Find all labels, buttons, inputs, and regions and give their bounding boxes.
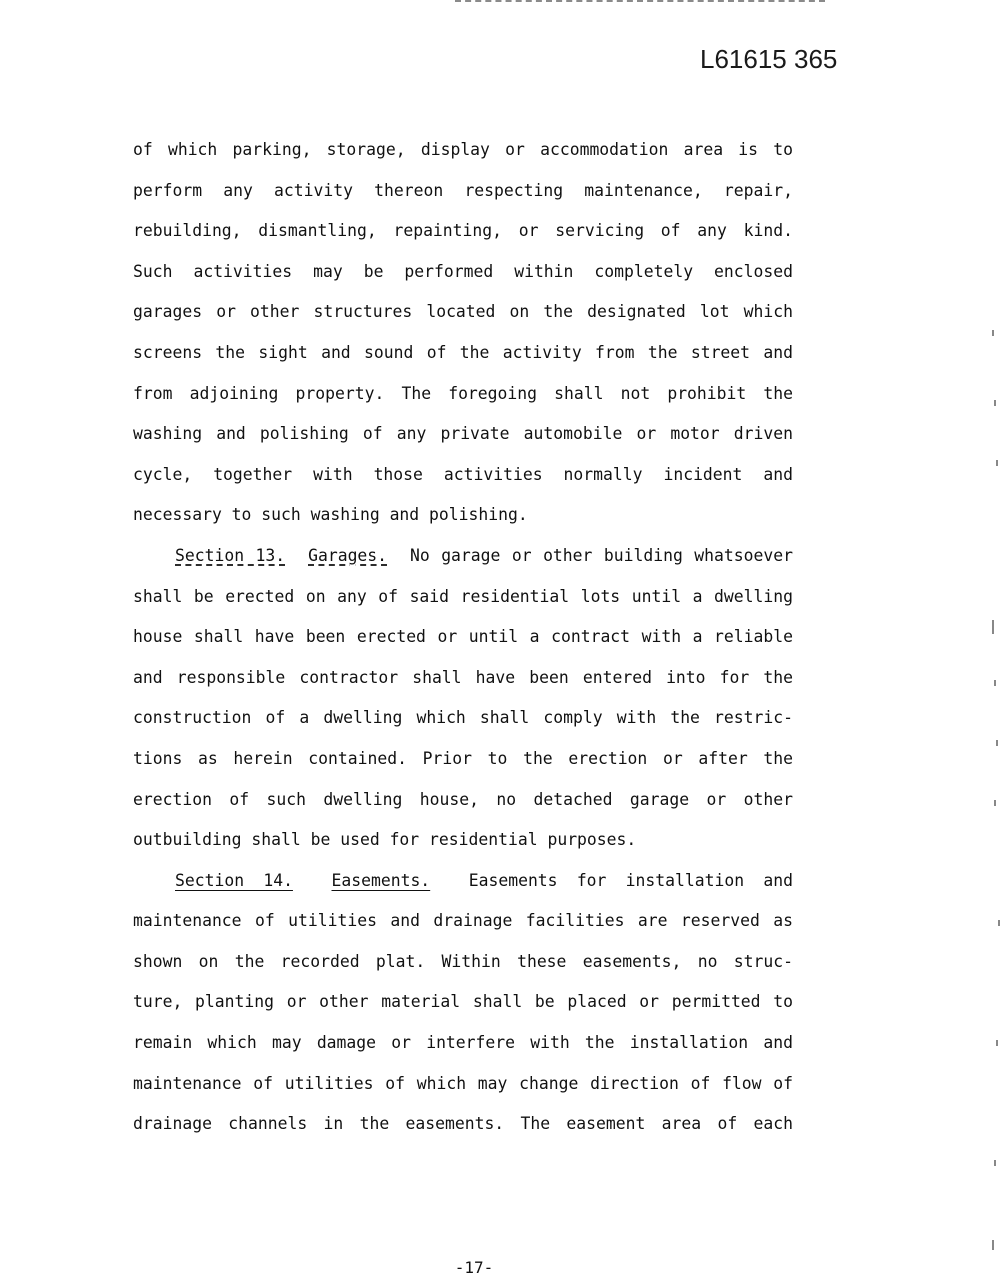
scan-speck — [994, 400, 996, 406]
text-line: remain which may damage or interfere with the installation and — [133, 1033, 793, 1053]
text-line: shown on the recorded plat. Within these easements, no struc- — [133, 951, 793, 971]
text-line: rebuilding, dismantling, repainting, or servicing of any kind. — [133, 221, 793, 241]
text-line-rest: Easements for installation and — [468, 870, 793, 890]
scan-speck — [994, 800, 996, 806]
text-line: erection of such dwelling house, no detached garage or other — [133, 789, 793, 809]
text-line: drainage channels in the easements. The easement area of each — [133, 1114, 793, 1134]
section-13-paragraph — [133, 536, 793, 861]
text-line: and responsible contractor shall have been entered into for the — [133, 667, 793, 687]
text-line: cycle, together with those activities normally incident and — [133, 464, 793, 484]
text-line: house shall have been erected or until a contract with a reliable — [133, 627, 793, 647]
section-label: Section 13. — [175, 545, 286, 565]
text-line: perform any activity thereon respecting maintenance, repair, — [133, 180, 793, 200]
section-heading-line — [133, 536, 793, 577]
text-line: Such activities may be performed within completely enclosed — [133, 261, 793, 281]
section-label: Section 14. — [175, 870, 293, 890]
book-page-reference: L61615 365 — [700, 44, 838, 74]
text-line-rest: No garage or other building whatsoever — [409, 545, 793, 565]
text-line: from adjoining property. The foregoing shall not prohibit the — [133, 383, 793, 403]
scan-speck — [996, 740, 998, 746]
scan-speck — [994, 680, 996, 686]
scan-speck — [992, 330, 994, 336]
text-line: maintenance of utilities of which may change direction of flow of — [133, 1073, 793, 1093]
text-line: maintenance of utilities and drainage facilities are reserved as — [133, 911, 793, 931]
section-title: Easements. — [331, 870, 431, 890]
scan-speck — [996, 1040, 998, 1046]
text-line: screens the sight and sound of the activity from the street and — [133, 342, 793, 362]
scan-speck — [992, 1240, 994, 1250]
scan-speck — [996, 460, 998, 466]
text-line: construction of a dwelling which shall comply with the restric- — [133, 708, 793, 728]
document-body — [133, 130, 793, 1145]
section-title: Garages. — [308, 545, 388, 565]
text-line: garages or other structures located on the designated lot which — [133, 302, 793, 322]
paragraph-continuation — [133, 130, 793, 536]
section-14-paragraph — [133, 861, 793, 1145]
text-line: ture, planting or other material shall be placed or permitted to — [133, 992, 793, 1012]
section-heading-line — [133, 861, 793, 902]
page-number: -17- — [454, 1258, 494, 1277]
scan-edge-artifacts — [974, 320, 1004, 1270]
text-line: washing and polishing of any private automobile or motor driven — [133, 424, 793, 444]
text-line: necessary to such washing and polishing. — [133, 505, 528, 525]
text-line: tions as herein contained. Prior to the erection or after the — [133, 748, 793, 768]
scan-speck — [998, 920, 1000, 926]
scan-speck — [994, 1160, 996, 1166]
text-line: of which parking, storage, display or accommodation area is to — [133, 140, 793, 159]
text-line: shall be erected on any of said residential lots until a dwelling — [133, 586, 793, 606]
scan-top-artifact — [455, 0, 825, 5]
text-line: outbuilding shall be used for residential purposes. — [133, 830, 637, 850]
scan-speck — [992, 620, 994, 634]
